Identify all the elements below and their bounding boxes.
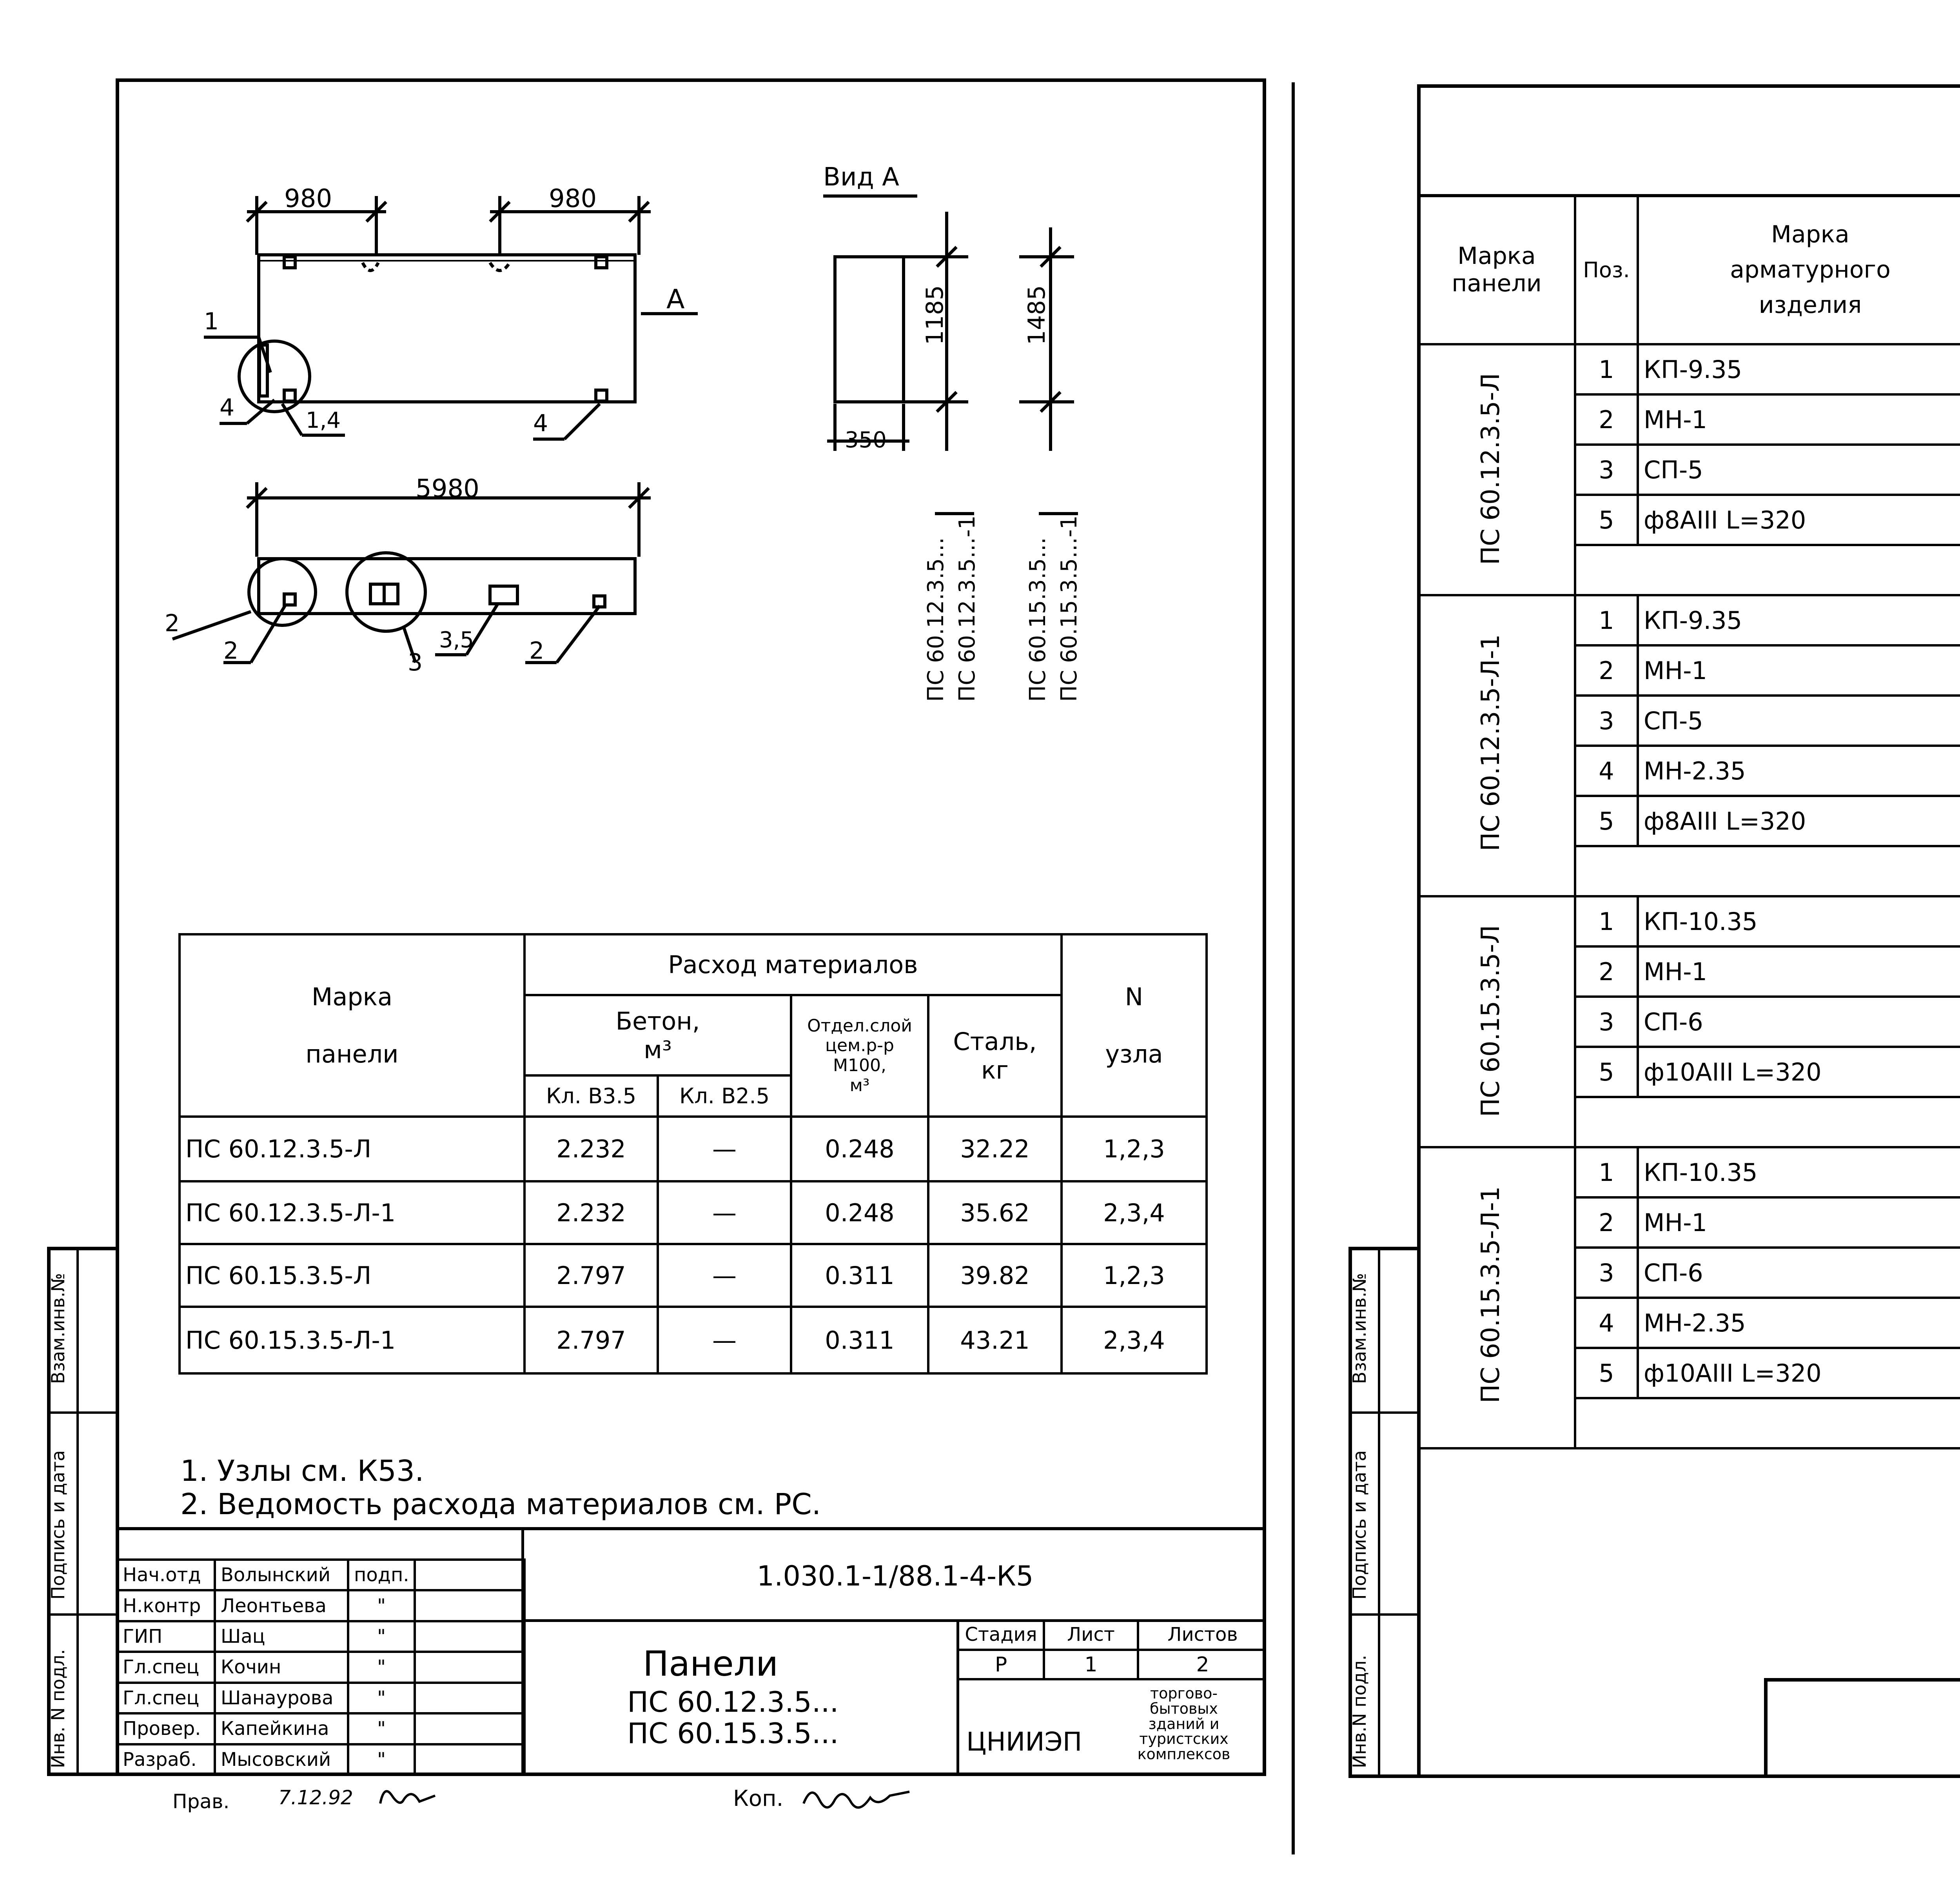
materials-header-b25: Кл. В2.5 [658,1075,791,1117]
callout-2a: 2 [165,610,180,637]
right-side-label-podpis: Подпись и дата [1349,1450,1370,1600]
dim-5980: 5980 [416,474,479,503]
spec-row: 5 ф8АIII L=320 [1418,495,1960,545]
section-label-1: ПС 60.12.3.5... [923,537,949,702]
title-panels: Панели [643,1644,779,1684]
approver-signature [376,1780,443,1815]
spec-row: 4 МН-2.35 [1418,746,1960,796]
materials-header-concrete: Бетон, м³ [524,995,791,1075]
note-1: 1. Узлы см. К53. [180,1454,424,1488]
spec-row: 3 СП-5 [1418,445,1960,495]
spec-row: 3 СП-5 [1418,696,1960,746]
org-name: ЦНИИЭП [966,1727,1082,1757]
spec-row: 5 ф10АIII L=320 [1418,1047,1960,1097]
sheets-header: Листов [1167,1624,1238,1645]
dim-350: 350 [845,427,887,453]
materials-header-b35: Кл. В3.5 [524,1075,658,1117]
callout-1: 1 [204,308,219,335]
view-a-marker: А [666,284,685,315]
signature-row: ГИП Шац " [117,1621,524,1652]
dim-980-left: 980 [284,184,332,213]
spec-row: 2 МН-1 [1418,394,1960,445]
signature-row: Гл.спец Шанаурова " [117,1683,524,1713]
signature-row: Н.контр Леонтьева " [117,1590,524,1621]
sheets-value: 2 [1196,1653,1209,1676]
section-label-3: ПС 60.15.3.5... [1025,537,1051,702]
spec-panel-cell: ПС 60.15.3.5-Л [1418,896,1575,1147]
spec-panel-cell: ПС 60.12.3.5-Л-1 [1418,595,1575,896]
title-series-1: ПС 60.12.3.5... [627,1685,839,1718]
spec-row: 5 ф8АIII L=320 [1418,796,1960,846]
note-2: 2. Ведомость расхода материалов см. РС. [180,1487,821,1521]
kop-label: Коп. [733,1786,784,1811]
callout-3-5: 3,5 [439,627,474,653]
sheet-value: 1 [1084,1653,1098,1676]
view-a-title: Вид А [823,163,899,192]
org-description: торгово- бытовых зданий и туристских комплексов [1137,1685,1230,1763]
spec-panel-cell: ПС 60.12.3.5-Л [1418,344,1575,595]
materials-table [178,933,1208,1375]
side-label-inv: Инв. N подл. [47,1649,69,1768]
spec-header-item: Марка арматурного изделия [1638,195,1960,344]
sheet-header: Лист [1067,1624,1115,1645]
spec-table [1417,194,1960,1449]
dim-980-right: 980 [549,184,597,213]
spec-row: 4 МН-2.35 [1418,1298,1960,1348]
stage-value: Р [995,1653,1007,1676]
spec-row: ПС 60.15.3.5-Л 1 КП-10.35 [1418,896,1960,946]
spec-row: 3 СП-6 [1418,997,1960,1047]
materials-row: ПС 60.15.3.5-Л 2.797 — 0.311 39.82 1,2,3 [180,1244,1207,1307]
stage-header: Стадия [965,1624,1037,1645]
left-sheet-edge-line [1292,82,1295,1854]
signature-row: Провер. Капейкина " [117,1713,524,1744]
callout-4a: 4 [220,394,235,421]
signature-row: Гл.спец Кочин " [117,1652,524,1682]
dim-1485: 1485 [1023,285,1051,345]
spec-row: 2 МН-1 [1418,1197,1960,1248]
panel-drawing [118,149,1254,717]
title-series-2: ПС 60.15.3.5... [627,1717,839,1750]
materials-header-finish: Отдел.слой цем.р-р М100, м³ [791,995,928,1117]
side-label-vzam: Взам.инв.№ [47,1273,69,1384]
spec-row: ПС 60.15.3.5-Л-1 1 КП-10.35 [1418,1147,1960,1197]
side-label-podpis: Подпись и дата [47,1450,69,1600]
signatures-table [116,1558,526,1776]
materials-row: ПС 60.12.3.5-Л-1 2.232 — 0.248 35.62 2,3,4 [180,1181,1207,1244]
prav-date: 7.12.92 [278,1786,353,1809]
materials-row: ПС 60.12.3.5-Л 2.232 — 0.248 32.22 1,2,3 [180,1117,1207,1181]
callout-1-4: 1,4 [306,408,341,433]
materials-header-panel: Марка панели [180,934,524,1117]
spec-row: 2 МН-1 [1418,645,1960,696]
right-side-label-vzam: Взам.инв.№ [1349,1273,1370,1384]
materials-header-node: N узла [1062,934,1207,1117]
spec-row: 5 ф10АIII L=320 [1418,1348,1960,1398]
prav-label: Прав. [172,1790,230,1813]
callout-2c: 2 [529,637,544,665]
materials-header-consumption: Расход материалов [524,934,1062,995]
spec-row: 3 СП-6 [1418,1248,1960,1298]
section-label-4: ПС 60.15.3.5...-1 [1056,515,1082,702]
spec-row: ПС 60.12.3.5-Л 1 КП-9.35 [1418,344,1960,394]
right-stamp-code [1768,1713,1960,1742]
callout-2b: 2 [223,637,239,665]
callout-3: 3 [408,649,423,676]
spec-row: ПС 60.12.3.5-Л-1 1 КП-9.35 [1418,595,1960,645]
left-title-code: 1.030.1-1/88.1-4-К5 [757,1560,1034,1592]
spec-row: 2 МН-1 [1418,946,1960,997]
spec-header-pos: Поз. [1575,195,1638,344]
signature-row: Разраб. Мысовский " [117,1744,524,1775]
right-side-label-inv: Инв.N подл. [1349,1655,1370,1768]
signature-row: Нач.отд Волынский подп. [117,1560,524,1590]
dim-1185: 1185 [921,285,949,345]
materials-header-steel: Сталь, кг [928,995,1062,1117]
spec-header-panel: Марка панели [1418,195,1575,344]
materials-row: ПС 60.15.3.5-Л-1 2.797 — 0.311 43.21 2,3,4 [180,1307,1207,1373]
callout-4b: 4 [533,410,548,437]
section-label-2: ПС 60.12.3.5...-1 [955,515,980,702]
copier-signature [800,1780,917,1819]
spec-panel-cell: ПС 60.15.3.5-Л-1 [1418,1147,1575,1448]
